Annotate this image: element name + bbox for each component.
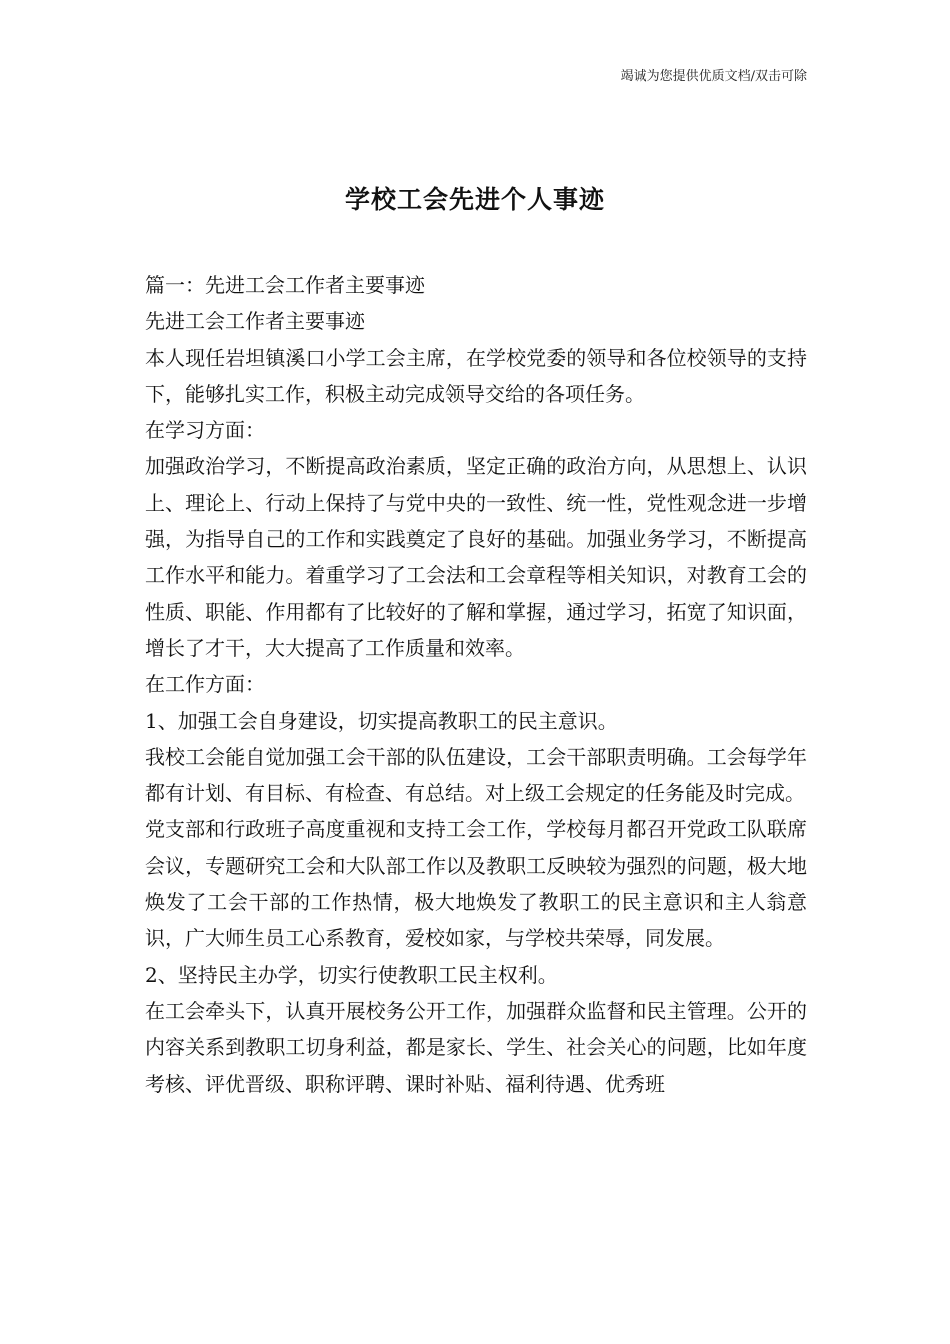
paragraph-intro: 本人现任岩坦镇溪口小学工会主席，在学校党委的领导和各位校领导的支持下，能够扎实工作，积极主动完成领导交给的各项任务。 [145,345,807,406]
paragraph-study-content: 加强政治学习，不断提高政治素质，坚定正确的政治方向，从思想上、认识上、理论上、行动上保持了与党中央的一致性、统一性，党性观念进一步增强，为指导自己的工作和实践奠定了良好的基础。加强业务学习，不断提高工作水平和能力。着重学习了工会法和工会章程等相关知识，对教育工会的性质、职能、作用都有了比较好的了解和掌握，通过学习，拓宽了知识面，增长了才干，大大提高了工作质量和效率。 [145,454,807,660]
document-title: 学校工会先进个人事迹 [344,185,605,214]
paragraph-item-1: 1、加强工会自身建设，切实提高教职工的民主意识。 [145,708,618,733]
paragraph-item-1-content-b: 党支部和行政班子高度重视和支持工会工作，学校每月都召开党政工队联席会议，专题研究工会和大队部工作以及教职工反映较为强烈的问题，极大地焕发了工会干部的工作热情，极大地焕发了教职工的民主意识和主人翁意识，广大师生员工心系教育，爱校如家，与学校共荣辱，同发展。 [145,817,807,951]
header-note: 竭诚为您提供优质文档/双击可除 [620,69,807,84]
paragraph-item-2-content: 在工会牵头下，认真开展校务公开工作，加强群众监督和民主管理。公开的内容关系到教职工切身利益，都是家长、学生、社会关心的问题，比如年度考核、评优晋级、职称评聘、课时补贴、福利待遇、优秀班 [145,998,807,1096]
paragraph-work-heading: 在工作方面： [145,672,265,697]
document-body [145,267,807,1102]
paragraph-subtitle: 先进工会工作者主要事迹 [145,309,365,334]
paragraph-item-2: 2、坚持民主办学，切实行使教职工民主权利。 [145,962,558,987]
paragraph-item-1-content-a: 我校工会能自觉加强工会干部的队伍建设，工会干部职责明确。工会每学年都有计划、有目标、有检查、有总结。对上级工会规定的任务能及时完成。 [145,744,807,806]
paragraph-section-heading: 篇一：先进工会工作者主要事迹 [145,273,425,297]
paragraph-study-heading: 在学习方面： [145,418,265,443]
